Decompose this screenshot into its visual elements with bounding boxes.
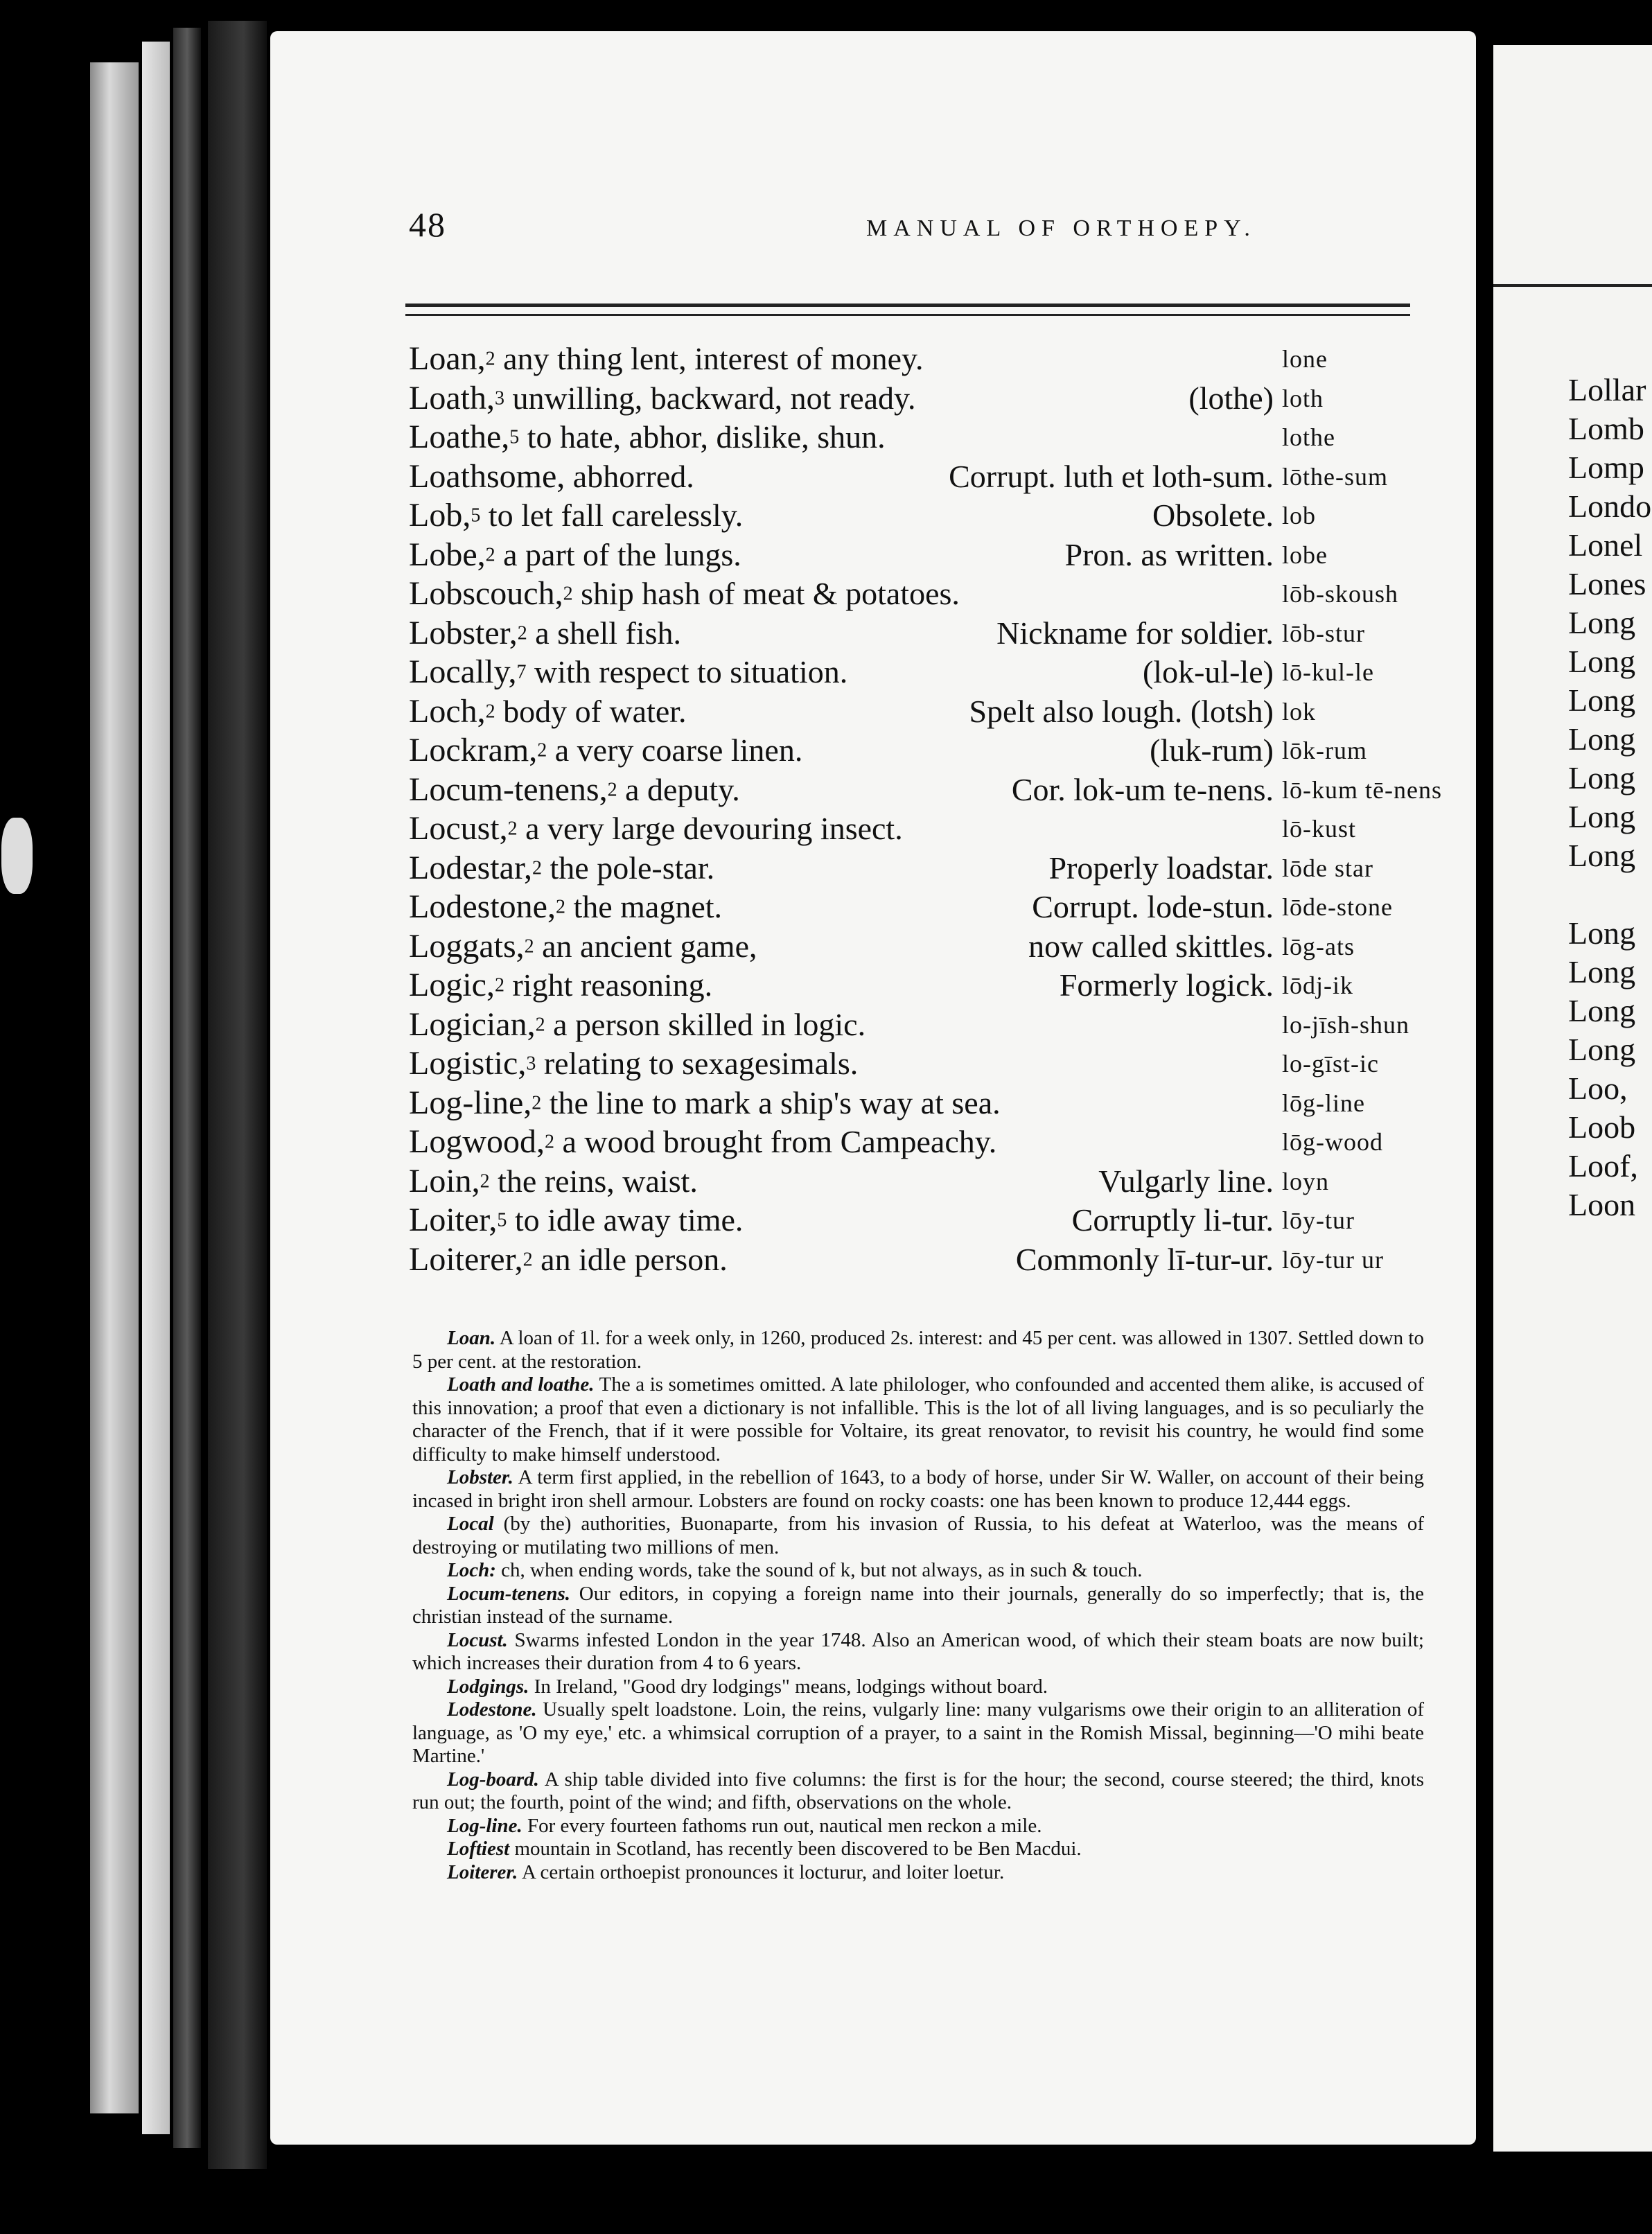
entry-row <box>409 418 1462 457</box>
entry-row <box>409 888 1462 927</box>
entry-pronunciation: lōde-stone <box>1282 893 1393 921</box>
facing-page-word: Long <box>1568 954 1636 990</box>
entry-pronunciation: lōb-skoush <box>1282 580 1399 608</box>
footnote-text: mountain in Scotland, has recently been discovered to be Ben Macdui. <box>509 1838 1082 1860</box>
entry-remark: Corruptly li-tur. <box>1071 1202 1274 1238</box>
footnote-headword: Locum-tenens. <box>447 1582 571 1605</box>
entry-word: Loggats, <box>409 927 525 965</box>
footnote <box>412 1373 1424 1466</box>
footnote-headword: Lobster. <box>447 1466 513 1488</box>
entry-word: Lodestone, <box>409 888 556 925</box>
footnote <box>412 1861 1424 1885</box>
facing-page-word: Lomb <box>1568 411 1644 446</box>
entry-pronunciation: lō-kum tē-nens <box>1282 775 1442 804</box>
entry-stress-number: 7 <box>516 661 527 683</box>
entry-remark: Obsolete. <box>1152 498 1274 533</box>
entry-stress-number: 5 <box>509 426 520 448</box>
entry-stress-number: 2 <box>563 583 573 605</box>
header-rule <box>405 314 1410 316</box>
book-edge-outer <box>90 62 139 2113</box>
entry-pronunciation: loth <box>1282 384 1324 412</box>
entry-pronunciation: lok <box>1282 697 1317 725</box>
entry-stress-number: 3 <box>494 387 504 410</box>
facing-page-word: Loof, <box>1568 1148 1638 1184</box>
entry-row <box>409 927 1462 967</box>
entry-remark: now called skittles. <box>1028 928 1274 964</box>
entry-word: Locally, <box>409 653 517 690</box>
entry-word: Logistic, <box>409 1045 527 1082</box>
entry-pronunciation: lōb-stur <box>1282 619 1365 647</box>
entry-row <box>409 614 1462 653</box>
entry-remark: (luk-rum) <box>1150 732 1274 768</box>
entry-row <box>409 574 1462 614</box>
entry-remark: Vulgarly line. <box>1098 1163 1274 1199</box>
entry-word: Loiter, <box>409 1202 498 1238</box>
facing-page-word: Loob <box>1568 1109 1636 1145</box>
entry-remark: Formerly logick. <box>1059 967 1274 1003</box>
entry-row <box>409 849 1462 888</box>
entry-row <box>409 692 1462 732</box>
entry-pronunciation: lōthe-sum <box>1282 462 1388 491</box>
entry-definition: body of water. <box>495 693 687 729</box>
footnote <box>412 1559 1424 1583</box>
facing-page-word: Loo, <box>1568 1071 1628 1106</box>
facing-page-word: Lomp <box>1568 450 1644 485</box>
entry-word: Lobe, <box>409 536 486 573</box>
footnote-text: The a is sometimes omitted. A late philologer, who confounded and accented them alike, is accused of this innovation; a proof that even a dictionary is not infallible. This is the lot of all living languages, and is so peculiarly the character of the French, that if it were possible for Voltaire, its great renovator, to revisit his country, he would find some difficulty to make himself understood. <box>412 1373 1424 1466</box>
entry-word: Log-line, <box>409 1084 532 1121</box>
entry-definition: a shell fish. <box>527 615 681 651</box>
footnote-headword: Locust. <box>447 1628 508 1651</box>
footnote <box>412 1698 1424 1768</box>
footnote-text: A certain orthoepist pronounces it locturur, and loiter loetur. <box>518 1861 1005 1883</box>
entry-word: Locum-tenens, <box>409 771 608 808</box>
entry-remark: Corrupt. luth et loth-sum. <box>949 458 1274 494</box>
footnote-headword: Log-line. <box>447 1814 522 1837</box>
entry-definition: with respect to situation. <box>526 654 848 689</box>
entry-stress-number: 5 <box>497 1209 507 1231</box>
book-edge-inner <box>208 21 267 2169</box>
entry-remark: Cor. lok-um te-nens. <box>1011 771 1274 807</box>
entry-word: Loath, <box>409 379 495 416</box>
footnote <box>412 1513 1424 1559</box>
footnote-headword: Local <box>447 1513 494 1535</box>
entry-remark: Corrupt. lode-stun. <box>1032 889 1274 924</box>
footnote-headword: Loiterer. <box>447 1861 518 1883</box>
entry-stress-number: 2 <box>537 739 547 762</box>
entry-definition: to idle away time. <box>507 1202 744 1238</box>
entry-pronunciation: lo-jīsh-shun <box>1282 1010 1410 1039</box>
entry-word: Lockram, <box>409 732 538 768</box>
entry-stress-number: 2 <box>485 348 495 370</box>
entry-definition: a very large devouring insect. <box>517 811 903 846</box>
entry-word: Loin, <box>409 1162 480 1199</box>
entry-remark: Spelt also lough. (lotsh) <box>969 693 1274 729</box>
entry-definition: a person skilled in logic. <box>545 1006 866 1042</box>
entry-definition: a part of the lungs. <box>495 536 741 572</box>
entry-row <box>409 771 1462 810</box>
running-title: MANUAL OF ORTHOEPY. <box>866 216 1256 241</box>
entry-row <box>409 496 1462 536</box>
footnote-headword: Loch: <box>447 1559 496 1581</box>
entry-stress-number: 2 <box>494 974 504 996</box>
entry-pronunciation: lo-gīst-ic <box>1282 1050 1379 1078</box>
facing-page <box>1493 45 1652 2152</box>
footnote <box>412 1815 1424 1838</box>
entry-stress-number: 2 <box>531 1092 542 1114</box>
footnote <box>412 1838 1424 1861</box>
entry-row <box>409 1240 1462 1280</box>
entry-row <box>409 966 1462 1005</box>
entry-row <box>409 1005 1462 1045</box>
entry-stress-number: 2 <box>532 857 543 879</box>
entry-definition: an ancient game, <box>534 928 757 964</box>
entry-stress-number: 2 <box>480 1170 490 1193</box>
entry-pronunciation: lōdj-ik <box>1282 971 1353 999</box>
entry-pronunciation: lōg-line <box>1282 1089 1365 1117</box>
entry-remark: Properly loadstar. <box>1048 850 1274 886</box>
entry-word: Loch, <box>409 692 486 730</box>
entry-stress-number: 5 <box>471 504 481 527</box>
entry-row <box>409 1084 1462 1123</box>
entry-row <box>409 1162 1462 1202</box>
entry-row <box>409 653 1462 692</box>
entry-pronunciation: lone <box>1282 345 1328 373</box>
footnote <box>412 1768 1424 1815</box>
entry-stress-number: 2 <box>535 1014 545 1036</box>
footnote <box>412 1466 1424 1513</box>
facing-page-word: Long <box>1568 760 1636 795</box>
entry-word: Logician, <box>409 1005 536 1043</box>
facing-page-word: Lones <box>1568 566 1646 601</box>
footnote-text: In Ireland, "Good dry lodgings" means, lodgings without board. <box>529 1675 1048 1698</box>
entry-stress-number: 2 <box>544 1131 554 1153</box>
entry-word: Lob, <box>409 497 471 534</box>
entry-word: Loathe, <box>409 419 510 455</box>
entry-row <box>409 1201 1462 1240</box>
facing-page-word: Lollar <box>1568 372 1646 407</box>
facing-page-word: Long <box>1568 644 1636 679</box>
entry-definition: the line to mark a ship's way at sea. <box>541 1084 1001 1120</box>
entry-word: Logic, <box>409 967 495 1003</box>
footnote-text: A loan of 1l. for a week only, in 1260, produced 2s. interest: and 45 per cent. was allowed in 1307. Settled down to 5 per cent. at the restoration. <box>412 1327 1424 1373</box>
header-rule <box>405 304 1410 307</box>
entry-word: Lobscouch, <box>409 575 563 612</box>
entry-definition: ship hash of meat & potatoes. <box>572 576 960 611</box>
facing-page-words <box>1568 371 1651 1224</box>
entry-definition: the reins, waist. <box>489 1163 698 1199</box>
entry-row <box>409 1123 1462 1162</box>
footnote-headword: Lodgings. <box>447 1675 529 1698</box>
entry-remark: (lok-ul-le) <box>1142 654 1274 689</box>
entry-row <box>409 536 1462 575</box>
entry-definition: an idle person. <box>532 1241 728 1277</box>
page-number: 48 <box>409 205 446 244</box>
entry-stress-number: 2 <box>607 779 617 801</box>
facing-page-word: Long <box>1568 993 1636 1028</box>
entry-definition: a very coarse linen. <box>547 732 803 768</box>
facing-page-word: Loon <box>1568 1187 1636 1222</box>
entry-row <box>409 731 1462 771</box>
entry-remark: Nickname for soldier. <box>996 615 1274 651</box>
entry-definition: a deputy. <box>617 771 740 807</box>
entry-word: Locust, <box>409 810 508 847</box>
entry-remark: (lothe) <box>1188 380 1274 416</box>
entry-pronunciation: lō-kust <box>1282 815 1357 843</box>
footnote-text: Our editors, in copying a foreign name into their journals, generally do so imperfectly; that is, the christian instead of the surname. <box>412 1582 1424 1628</box>
book-edge-pages <box>142 42 170 2134</box>
entry-stress-number: 3 <box>526 1053 536 1075</box>
entry-definition: right reasoning. <box>504 967 713 1003</box>
entry-pronunciation: lōy-tur <box>1282 1206 1355 1234</box>
page-header <box>409 204 1407 260</box>
book-edge-binding <box>173 28 201 2148</box>
entry-pronunciation: lōy-tur ur <box>1282 1245 1384 1274</box>
entry-definition: to hate, abhor, dislike, shun. <box>519 419 886 455</box>
footnote <box>412 1676 1424 1699</box>
footnote-headword: Log-board. <box>447 1768 539 1791</box>
entry-definition: abhorred. <box>565 458 694 494</box>
footnote-headword: Loan. <box>447 1327 496 1349</box>
footnote-text: A ship table divided into five columns: the first is for the hour; the second, course steered; the third, knots run out; the fourth, point of the wind; and fifth, observations on the whole. <box>412 1768 1424 1813</box>
facing-page-word <box>1568 875 1651 914</box>
footnote <box>412 1583 1424 1629</box>
facing-page-word: Long <box>1568 799 1636 834</box>
entry-stress-number: 2 <box>507 818 518 840</box>
facing-page-word: Londo <box>1568 489 1652 524</box>
entry-remark: Commonly lī-tur-ur. <box>1015 1241 1274 1277</box>
footnote <box>412 1629 1424 1676</box>
entry-remark: Pron. as written. <box>1064 536 1274 572</box>
facing-page-rule <box>1493 284 1652 287</box>
facing-page-word: Lonel <box>1568 527 1643 563</box>
entry-stress-number: 2 <box>485 544 495 566</box>
entry-row <box>409 457 1462 497</box>
entry-pronunciation: lobe <box>1282 540 1328 569</box>
entry-word: Loiterer, <box>409 1240 523 1278</box>
facing-page-word: Long <box>1568 838 1636 873</box>
facing-page-word: Long <box>1568 683 1636 718</box>
entry-definition: the magnet. <box>565 889 723 924</box>
entry-definition: relating to sexagesimals. <box>536 1046 859 1081</box>
footnote <box>412 1327 1424 1373</box>
entry-row <box>409 809 1462 849</box>
entry-row <box>409 1044 1462 1084</box>
entry-pronunciation: lōde star <box>1282 854 1373 882</box>
entry-pronunciation: lōk-rum <box>1282 737 1367 764</box>
entry-stress-number: 2 <box>517 622 527 644</box>
book-page <box>270 31 1476 2145</box>
footnote-text: For every fourteen fathoms run out, nautical men reckon a mile. <box>522 1814 1042 1837</box>
footnote-text: A term first applied, in the rebellion of 1643, to a body of horse, under Sir W. Waller, on account of their being incased in bright iron shell armour. Lobsters are found on rocky coasts: one has been known to produce 12,444 eggs. <box>412 1466 1424 1512</box>
facing-page-word: Long <box>1568 721 1636 757</box>
entry-pronunciation: lōg-wood <box>1282 1128 1383 1156</box>
footnote-text: ch, when ending words, take the sound of k, but not always, as in such & touch. <box>495 1559 1143 1581</box>
entry-stress-number: 2 <box>555 896 565 918</box>
footnote-headword: Loftiest <box>447 1838 510 1860</box>
footnote-text: (by the) authorities, Buonaparte, from his invasion of Russia, to his defeat at Waterloo, was the means of destroying or mutilating two millions of men. <box>412 1513 1424 1558</box>
entry-row <box>409 379 1462 419</box>
entry-pronunciation: loyn <box>1282 1167 1330 1195</box>
dictionary-entries <box>409 340 1462 1279</box>
entry-stress-number: 2 <box>485 701 495 723</box>
entry-pronunciation: lob <box>1282 502 1317 529</box>
footnote-headword: Lodestone. <box>447 1698 537 1721</box>
entry-word: Loan, <box>409 340 486 377</box>
entry-definition: to let fall carelessly. <box>480 498 744 533</box>
entry-word: Logwood, <box>409 1123 545 1160</box>
footnotes <box>412 1327 1424 1884</box>
scan-blot <box>1 818 33 894</box>
entry-definition: any thing lent, interest of money. <box>495 341 924 376</box>
entry-word: Loathsome, <box>409 457 565 495</box>
entry-definition: a wood brought from Campeachy. <box>554 1124 997 1159</box>
footnote-text: Usually spelt loadstone. Loin, the reins, vulgarly line: many vulgarisms owe their origin to an alliteration of language, as 'O my eye,' etc. a whimsical corruption of a prayer, to a saint in the Romish Missal, beginning—'O mihi beate Martine.' <box>412 1698 1424 1767</box>
facing-page-word: Long <box>1568 605 1636 640</box>
facing-page-word: Long <box>1568 1032 1636 1067</box>
entry-stress-number: 2 <box>524 935 534 958</box>
entry-stress-number: 2 <box>522 1249 533 1271</box>
entry-word: Lobster, <box>409 614 518 651</box>
footnote-headword: Loath and loathe. <box>447 1373 595 1396</box>
footnote-text: Swarms infested London in the year 1748. Also an American wood, of which their steam boats are now built; which increases their duration from 4 to 6 years. <box>412 1628 1424 1674</box>
entry-pronunciation: lothe <box>1282 423 1335 451</box>
entry-definition: the pole-star. <box>542 850 715 886</box>
entry-definition: unwilling, backward, not ready. <box>504 380 916 416</box>
entry-word: Lodestar, <box>409 849 533 886</box>
entry-pronunciation: lōg-ats <box>1282 932 1355 960</box>
facing-page-word: Long <box>1568 915 1636 951</box>
entry-row <box>409 340 1462 379</box>
entry-pronunciation: lō-kul-le <box>1282 658 1374 686</box>
